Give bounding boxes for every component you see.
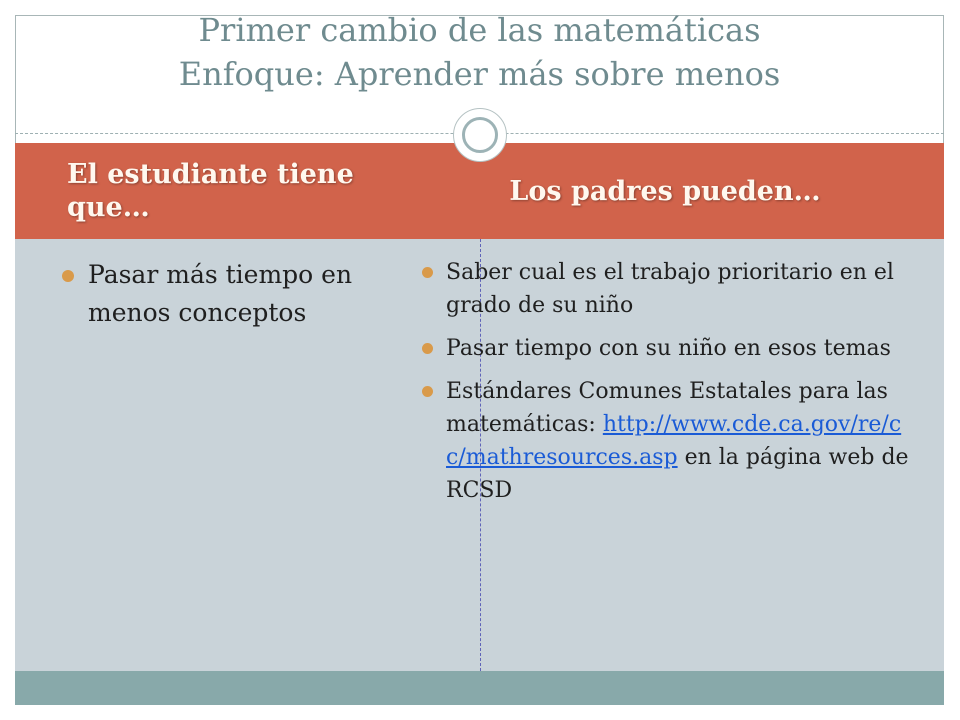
cde-resources-link[interactable]: http://www.cde.ca.gov/re/cc/mathresources.asp <box>446 412 902 470</box>
parents-item-text: Saber cual es el trabajo prioritario en el grado de su niño <box>446 260 894 318</box>
header-student: El estudiante tiene que… <box>67 159 354 223</box>
title-line-1: Primer cambio de las matemáticas <box>198 11 761 49</box>
ring-inner <box>462 117 498 153</box>
bullet-icon <box>422 343 433 354</box>
bullet-icon <box>422 267 433 278</box>
list-item <box>420 332 920 365</box>
title-line-2: Enfoque: Aprender más sobre menos <box>178 55 781 93</box>
rcsd-text: en la página web de RCSD <box>446 445 909 503</box>
bullet-icon <box>62 270 74 282</box>
bullet-icon <box>422 386 433 397</box>
ring-ornament-icon <box>453 108 507 162</box>
standards-text: Estándares Comunes Estatales para las matemáticas: <box>446 379 888 437</box>
parents-item-text: Pasar tiempo con su niño en esos temas <box>446 336 891 361</box>
student-item-text: Pasar más tiempo en menos conceptos <box>88 260 353 327</box>
list-item <box>62 256 382 332</box>
header-parents: Los padres pueden… <box>509 175 821 207</box>
list-item <box>420 256 920 322</box>
footer-band <box>15 671 944 705</box>
student-column <box>62 256 382 342</box>
parents-column <box>420 256 920 517</box>
list-item <box>420 375 920 507</box>
parents-item-text-with-link <box>446 375 920 507</box>
